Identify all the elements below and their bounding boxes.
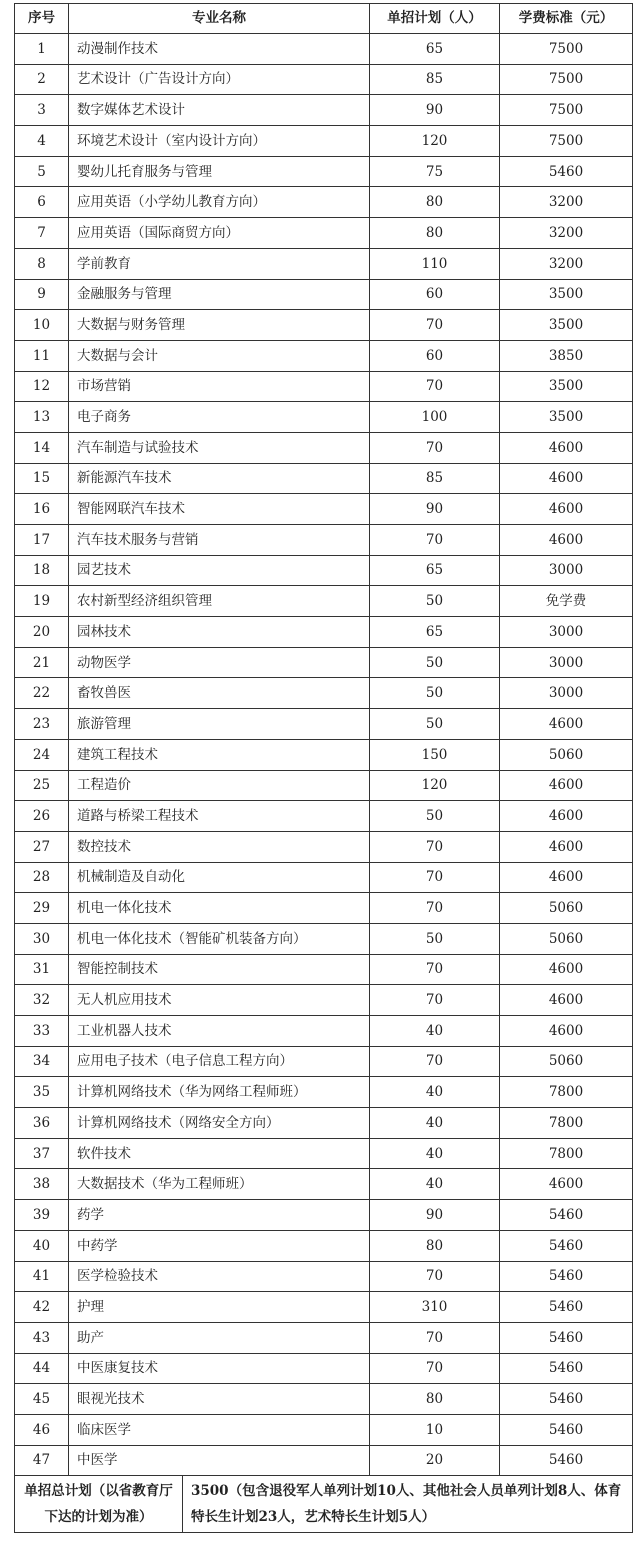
- row-major: 旅游管理: [69, 709, 370, 740]
- row-index: 27: [15, 831, 69, 862]
- row-index: 47: [15, 1445, 69, 1476]
- row-fee: 7800: [500, 1108, 633, 1139]
- row-major: 工业机器人技术: [69, 1016, 370, 1047]
- table-row: [15, 801, 633, 832]
- table-row: [15, 95, 633, 126]
- row-fee: 3200: [500, 218, 633, 249]
- row-plan: 70: [370, 831, 500, 862]
- total-cell: [15, 1476, 633, 1533]
- table-row: [15, 432, 633, 463]
- row-index: 28: [15, 862, 69, 893]
- table-row: [15, 709, 633, 740]
- row-plan: 80: [370, 218, 500, 249]
- row-major: 软件技术: [69, 1138, 370, 1169]
- row-fee: 5460: [500, 1414, 633, 1445]
- table-row: [15, 248, 633, 279]
- row-major: 无人机应用技术: [69, 985, 370, 1016]
- table-row: [15, 985, 633, 1016]
- table-row: [15, 770, 633, 801]
- row-major: 助产: [69, 1322, 370, 1353]
- row-fee: 3000: [500, 617, 633, 648]
- row-index: 24: [15, 739, 69, 770]
- row-major: 市场营销: [69, 371, 370, 402]
- row-index: 21: [15, 647, 69, 678]
- table-row: [15, 1016, 633, 1047]
- row-plan: 70: [370, 1261, 500, 1292]
- row-major: 畜牧兽医: [69, 678, 370, 709]
- row-index: 9: [15, 279, 69, 310]
- table-row: [15, 1169, 633, 1200]
- row-plan: 90: [370, 1200, 500, 1231]
- row-major: 医学检验技术: [69, 1261, 370, 1292]
- row-plan: 120: [370, 770, 500, 801]
- row-major: 艺术设计（广告设计方向）: [69, 64, 370, 95]
- row-index: 20: [15, 617, 69, 648]
- row-fee: 5460: [500, 1322, 633, 1353]
- row-plan: 10: [370, 1414, 500, 1445]
- table-row: [15, 1445, 633, 1476]
- row-major: 金融服务与管理: [69, 279, 370, 310]
- row-index: 19: [15, 586, 69, 617]
- row-plan: 70: [370, 954, 500, 985]
- row-fee: 5460: [500, 1445, 633, 1476]
- row-fee: 5060: [500, 739, 633, 770]
- row-major: 大数据技术（华为工程师班）: [69, 1169, 370, 1200]
- total-row: [15, 1476, 633, 1533]
- row-major: 中医康复技术: [69, 1353, 370, 1384]
- row-major: 工程造价: [69, 770, 370, 801]
- row-major: 机电一体化技术（智能矿机装备方向）: [69, 923, 370, 954]
- row-plan: 110: [370, 248, 500, 279]
- row-plan: 60: [370, 340, 500, 371]
- total-label: 单招总计划（以省教育厅下达的计划为准）: [15, 1476, 183, 1532]
- row-index: 12: [15, 371, 69, 402]
- row-major: 应用电子技术（电子信息工程方向）: [69, 1046, 370, 1077]
- row-fee: 3200: [500, 248, 633, 279]
- table-row: [15, 954, 633, 985]
- row-plan: 50: [370, 647, 500, 678]
- row-index: 29: [15, 893, 69, 924]
- table-row: [15, 739, 633, 770]
- header-major: 专业名称: [69, 4, 370, 34]
- row-index: 14: [15, 432, 69, 463]
- row-major: 学前教育: [69, 248, 370, 279]
- row-major: 智能网联汽车技术: [69, 494, 370, 525]
- row-plan: 70: [370, 893, 500, 924]
- table-row: [15, 893, 633, 924]
- table-row: [15, 1353, 633, 1384]
- table-row: [15, 647, 633, 678]
- row-major: 计算机网络技术（华为网络工程师班）: [69, 1077, 370, 1108]
- row-fee: 3500: [500, 279, 633, 310]
- row-index: 36: [15, 1108, 69, 1139]
- row-fee: 4600: [500, 432, 633, 463]
- row-plan: 85: [370, 64, 500, 95]
- row-plan: 60: [370, 279, 500, 310]
- row-fee: 4600: [500, 525, 633, 556]
- table-body: [15, 34, 633, 1476]
- row-fee: 5060: [500, 923, 633, 954]
- table-row: [15, 1292, 633, 1323]
- row-major: 农村新型经济组织管理: [69, 586, 370, 617]
- row-index: 3: [15, 95, 69, 126]
- row-fee: 4600: [500, 709, 633, 740]
- row-fee: 4600: [500, 463, 633, 494]
- row-plan: 50: [370, 709, 500, 740]
- table-row: [15, 187, 633, 218]
- row-fee: 5060: [500, 1046, 633, 1077]
- row-fee: 4600: [500, 770, 633, 801]
- row-plan: 40: [370, 1016, 500, 1047]
- row-fee: 4600: [500, 1016, 633, 1047]
- row-major: 环境艺术设计（室内设计方向）: [69, 126, 370, 157]
- row-index: 17: [15, 525, 69, 556]
- row-major: 智能控制技术: [69, 954, 370, 985]
- row-fee: 3850: [500, 340, 633, 371]
- row-index: 6: [15, 187, 69, 218]
- row-fee: 5460: [500, 1200, 633, 1231]
- row-fee: 4600: [500, 831, 633, 862]
- row-plan: 20: [370, 1445, 500, 1476]
- row-fee: 5460: [500, 1384, 633, 1415]
- table-row: [15, 1230, 633, 1261]
- row-plan: 70: [370, 1322, 500, 1353]
- row-major: 汽车制造与试验技术: [69, 432, 370, 463]
- table-row: [15, 586, 633, 617]
- row-major: 道路与桥梁工程技术: [69, 801, 370, 832]
- table-row: [15, 555, 633, 586]
- row-plan: 70: [370, 525, 500, 556]
- row-fee: 3500: [500, 310, 633, 341]
- table-row: [15, 371, 633, 402]
- table-row: [15, 831, 633, 862]
- row-plan: 40: [370, 1138, 500, 1169]
- row-fee: 4600: [500, 1169, 633, 1200]
- row-index: 37: [15, 1138, 69, 1169]
- row-index: 43: [15, 1322, 69, 1353]
- row-plan: 90: [370, 494, 500, 525]
- row-plan: 50: [370, 801, 500, 832]
- row-index: 39: [15, 1200, 69, 1231]
- table-row: [15, 862, 633, 893]
- row-major: 婴幼儿托育服务与管理: [69, 156, 370, 187]
- row-major: 机械制造及自动化: [69, 862, 370, 893]
- row-plan: 85: [370, 463, 500, 494]
- row-major: 建筑工程技术: [69, 739, 370, 770]
- row-fee: 7800: [500, 1077, 633, 1108]
- row-plan: 70: [370, 1046, 500, 1077]
- header-fee: 学费标准（元）: [500, 4, 633, 34]
- row-plan: 150: [370, 739, 500, 770]
- row-fee: 3500: [500, 371, 633, 402]
- row-index: 44: [15, 1353, 69, 1384]
- row-plan: 65: [370, 617, 500, 648]
- row-fee: 3000: [500, 555, 633, 586]
- table-row: [15, 64, 633, 95]
- table-row: [15, 1261, 633, 1292]
- row-plan: 65: [370, 34, 500, 65]
- row-index: 1: [15, 34, 69, 65]
- row-plan: 310: [370, 1292, 500, 1323]
- row-plan: 80: [370, 187, 500, 218]
- row-plan: 50: [370, 678, 500, 709]
- row-fee: 7500: [500, 34, 633, 65]
- row-fee: 4600: [500, 862, 633, 893]
- row-plan: 50: [370, 923, 500, 954]
- table-row: [15, 1138, 633, 1169]
- row-index: 13: [15, 402, 69, 433]
- row-fee: 7500: [500, 95, 633, 126]
- row-fee: 4600: [500, 494, 633, 525]
- table-row: [15, 340, 633, 371]
- row-major: 动物医学: [69, 647, 370, 678]
- row-index: 4: [15, 126, 69, 157]
- row-fee: 7500: [500, 126, 633, 157]
- enrollment-plan-table: [14, 3, 633, 1533]
- table-row: [15, 279, 633, 310]
- row-major: 机电一体化技术: [69, 893, 370, 924]
- row-major: 数字媒体艺术设计: [69, 95, 370, 126]
- row-major: 中药学: [69, 1230, 370, 1261]
- row-plan: 100: [370, 402, 500, 433]
- row-index: 38: [15, 1169, 69, 1200]
- row-major: 大数据与会计: [69, 340, 370, 371]
- row-index: 15: [15, 463, 69, 494]
- row-fee: 5460: [500, 1230, 633, 1261]
- table-row: [15, 310, 633, 341]
- row-fee: 7800: [500, 1138, 633, 1169]
- row-index: 8: [15, 248, 69, 279]
- row-fee: 4600: [500, 985, 633, 1016]
- row-major: 新能源汽车技术: [69, 463, 370, 494]
- row-index: 32: [15, 985, 69, 1016]
- row-index: 46: [15, 1414, 69, 1445]
- row-index: 16: [15, 494, 69, 525]
- table-row: [15, 1384, 633, 1415]
- table-row: [15, 525, 633, 556]
- row-index: 22: [15, 678, 69, 709]
- row-major: 药学: [69, 1200, 370, 1231]
- row-index: 45: [15, 1384, 69, 1415]
- row-fee: 5460: [500, 156, 633, 187]
- header-row: [15, 4, 633, 34]
- row-index: 18: [15, 555, 69, 586]
- row-major: 中医学: [69, 1445, 370, 1476]
- row-index: 11: [15, 340, 69, 371]
- row-major: 计算机网络技术（网络安全方向）: [69, 1108, 370, 1139]
- row-plan: 90: [370, 95, 500, 126]
- row-major: 数控技术: [69, 831, 370, 862]
- row-major: 应用英语（小学幼儿教育方向）: [69, 187, 370, 218]
- row-major: 大数据与财务管理: [69, 310, 370, 341]
- row-plan: 70: [370, 1353, 500, 1384]
- table-row: [15, 402, 633, 433]
- table-header: [15, 4, 633, 34]
- row-major: 应用英语（国际商贸方向）: [69, 218, 370, 249]
- row-index: 42: [15, 1292, 69, 1323]
- row-fee: 3000: [500, 678, 633, 709]
- row-major: 动漫制作技术: [69, 34, 370, 65]
- row-fee: 免学费: [500, 586, 633, 617]
- table-row: [15, 1046, 633, 1077]
- row-plan: 80: [370, 1384, 500, 1415]
- table-row: [15, 1200, 633, 1231]
- header-index: 序号: [15, 4, 69, 34]
- row-plan: 70: [370, 371, 500, 402]
- row-fee: 3500: [500, 402, 633, 433]
- row-plan: 70: [370, 862, 500, 893]
- row-plan: 40: [370, 1169, 500, 1200]
- row-major: 护理: [69, 1292, 370, 1323]
- row-fee: 7500: [500, 64, 633, 95]
- row-index: 35: [15, 1077, 69, 1108]
- table-row: [15, 1322, 633, 1353]
- row-index: 10: [15, 310, 69, 341]
- row-plan: 40: [370, 1108, 500, 1139]
- row-fee: 5460: [500, 1292, 633, 1323]
- table-row: [15, 463, 633, 494]
- row-plan: 75: [370, 156, 500, 187]
- row-plan: 70: [370, 432, 500, 463]
- row-plan: 120: [370, 126, 500, 157]
- row-index: 2: [15, 64, 69, 95]
- row-index: 25: [15, 770, 69, 801]
- header-plan: 单招计划（人）: [370, 4, 500, 34]
- table-row: [15, 1414, 633, 1445]
- row-index: 31: [15, 954, 69, 985]
- row-index: 41: [15, 1261, 69, 1292]
- row-plan: 80: [370, 1230, 500, 1261]
- row-plan: 65: [370, 555, 500, 586]
- row-plan: 70: [370, 310, 500, 341]
- row-fee: 4600: [500, 801, 633, 832]
- row-fee: 3200: [500, 187, 633, 218]
- row-major: 园林技术: [69, 617, 370, 648]
- row-index: 26: [15, 801, 69, 832]
- table-row: [15, 494, 633, 525]
- total-value: 3500（包含退役军人单列计划10人、其他社会人员单列计划8人、体育特长生计划23人，艺术特长生计划5人）: [191, 1483, 622, 1526]
- table-row: [15, 156, 633, 187]
- row-index: 33: [15, 1016, 69, 1047]
- table-row: [15, 1108, 633, 1139]
- row-major: 电子商务: [69, 402, 370, 433]
- row-fee: 5460: [500, 1261, 633, 1292]
- row-major: 汽车技术服务与营销: [69, 525, 370, 556]
- row-plan: 40: [370, 1077, 500, 1108]
- table-row: [15, 1077, 633, 1108]
- row-plan: 50: [370, 586, 500, 617]
- row-major: 临床医学: [69, 1414, 370, 1445]
- row-major: 眼视光技术: [69, 1384, 370, 1415]
- row-major: 园艺技术: [69, 555, 370, 586]
- row-index: 5: [15, 156, 69, 187]
- table-row: [15, 126, 633, 157]
- row-fee: 3000: [500, 647, 633, 678]
- row-index: 7: [15, 218, 69, 249]
- row-index: 40: [15, 1230, 69, 1261]
- table-row: [15, 678, 633, 709]
- row-index: 23: [15, 709, 69, 740]
- table-row: [15, 34, 633, 65]
- row-fee: 4600: [500, 954, 633, 985]
- table-row: [15, 923, 633, 954]
- row-index: 34: [15, 1046, 69, 1077]
- row-index: 30: [15, 923, 69, 954]
- table-row: [15, 617, 633, 648]
- row-fee: 5460: [500, 1353, 633, 1384]
- table-row: [15, 218, 633, 249]
- row-fee: 5060: [500, 893, 633, 924]
- row-plan: 70: [370, 985, 500, 1016]
